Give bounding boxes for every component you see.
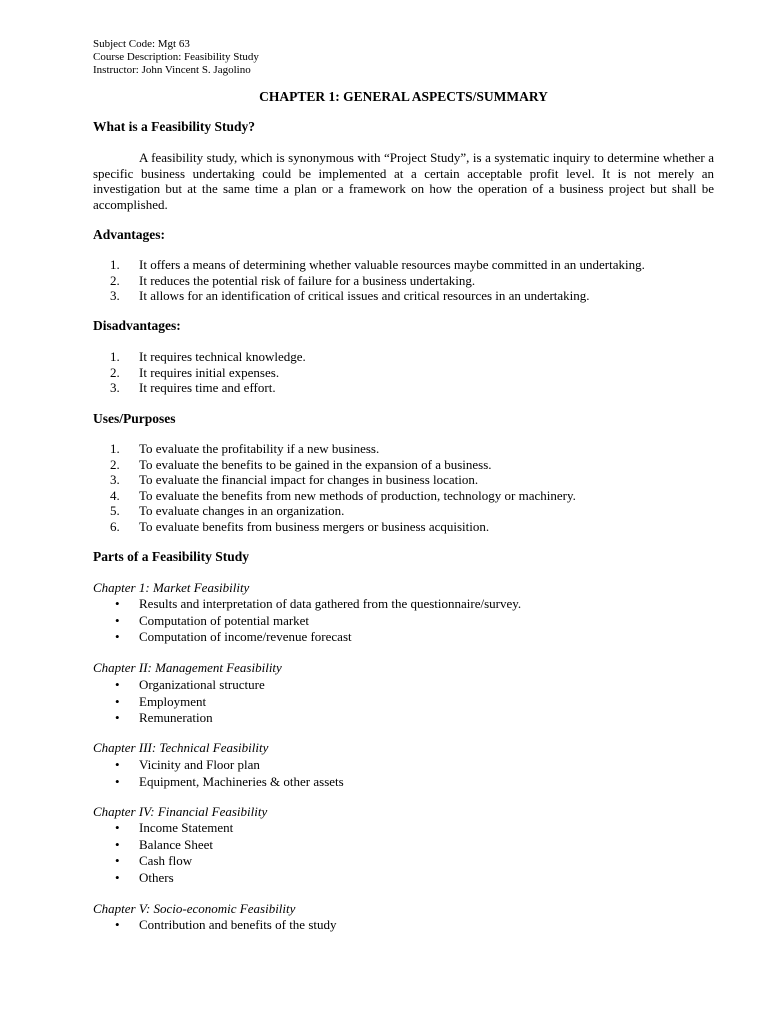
parts-heading: Parts of a Feasibility Study <box>93 549 250 564</box>
item-text: Remuneration <box>139 710 213 725</box>
bullet-icon: • <box>115 757 120 772</box>
bullet-icon: • <box>115 853 120 868</box>
chapter-heading: Chapter III: Technical Feasibility <box>93 740 269 755</box>
item-text: Balance Sheet <box>139 836 213 852</box>
bullet-icon: • <box>115 629 120 644</box>
bullet-icon: • <box>115 710 120 725</box>
chapter-title: CHAPTER 1: GENERAL ASPECTS/SUMMARY <box>259 89 548 104</box>
bullet-icon: • <box>115 612 120 628</box>
item-number: 3. <box>110 472 120 487</box>
item-text: To evaluate benefits from business mergers or business acquisition. <box>139 518 490 534</box>
item-number: 3. <box>110 288 120 303</box>
item-number: 1. <box>110 257 120 272</box>
item-text: To evaluate the profitability if a new business. <box>139 441 380 456</box>
item-text: Others <box>139 869 174 885</box>
item-text: It requires technical knowledge. <box>139 349 306 364</box>
item-text: Income Statement <box>139 820 234 835</box>
document-header <box>93 38 259 77</box>
intro-paragraph: A feasibility study, which is synonymous with “Project Study”, is a systematic inquiry to determine whether a specific business undertaking could be implemented at a certain acceptable profit level. It is not merely an investigation but at the same time a plan or a framework on how the operation of a business project but shall be accomplished. <box>93 150 714 212</box>
item-number: 2. <box>110 364 120 380</box>
item-text: It reduces the potential risk of failure for a business undertaking. <box>139 272 476 288</box>
item-number: 2. <box>110 272 120 288</box>
item-text: It offers a means of determining whether valuable resources maybe committed in an undertaking. <box>139 257 645 272</box>
uses-heading: Uses/Purposes <box>93 411 176 426</box>
item-text: To evaluate the benefits to be gained in the expansion of a business. <box>139 456 492 472</box>
bullet-icon: • <box>115 677 120 692</box>
item-text: Results and interpretation of data gathered from the questionnaire/survey. <box>139 596 522 611</box>
item-text: It requires time and effort. <box>139 380 276 395</box>
item-text: Computation of potential market <box>139 612 310 628</box>
course-description: Course Description: Feasibility Study <box>93 51 259 63</box>
bullet-icon: • <box>115 917 120 932</box>
item-text: Computation of income/revenue forecast <box>139 629 352 644</box>
item-text: Cash flow <box>139 853 193 868</box>
bullet-icon: • <box>115 693 120 709</box>
item-number: 4. <box>110 487 120 503</box>
item-number: 6. <box>110 518 120 534</box>
item-text: Employment <box>139 693 207 709</box>
item-text: Contribution and benefits of the study <box>139 917 337 932</box>
subject-code: Subject Code: Mgt 63 <box>93 38 190 50</box>
item-text: It requires initial expenses. <box>139 364 280 380</box>
bullet-icon: • <box>115 836 120 852</box>
item-number: 1. <box>110 441 120 456</box>
item-number: 3. <box>110 380 120 395</box>
chapter-heading: Chapter V: Socio-economic Feasibility <box>93 901 296 916</box>
disadvantages-heading: Disadvantages: <box>93 318 181 333</box>
bullet-icon: • <box>115 773 120 789</box>
item-number: 1. <box>110 349 120 364</box>
item-text: Vicinity and Floor plan <box>139 757 260 772</box>
chapter-heading: Chapter IV: Financial Feasibility <box>93 804 268 819</box>
item-text: To evaluate changes in an organization. <box>139 503 345 518</box>
item-text: Equipment, Machineries & other assets <box>139 773 344 789</box>
item-number: 5. <box>110 503 120 518</box>
item-text: Organizational structure <box>139 677 265 692</box>
chapter-heading: Chapter II: Management Feasibility <box>93 660 282 675</box>
chapter-heading: Chapter 1: Market Feasibility <box>93 580 250 595</box>
item-text: It allows for an identification of critical issues and critical resources in an undertaking. <box>139 288 590 303</box>
advantages-heading: Advantages: <box>93 227 166 242</box>
intro-heading: What is a Feasibility Study? <box>93 119 256 134</box>
bullet-icon: • <box>115 869 120 885</box>
item-text: To evaluate the financial impact for changes in business location. <box>139 472 479 487</box>
bullet-icon: • <box>115 596 120 611</box>
item-number: 2. <box>110 456 120 472</box>
bullet-icon: • <box>115 820 120 835</box>
item-text: To evaluate the benefits from new methods of production, technology or machinery. <box>139 487 576 503</box>
instructor: Instructor: John Vincent S. Jagolino <box>93 64 251 76</box>
